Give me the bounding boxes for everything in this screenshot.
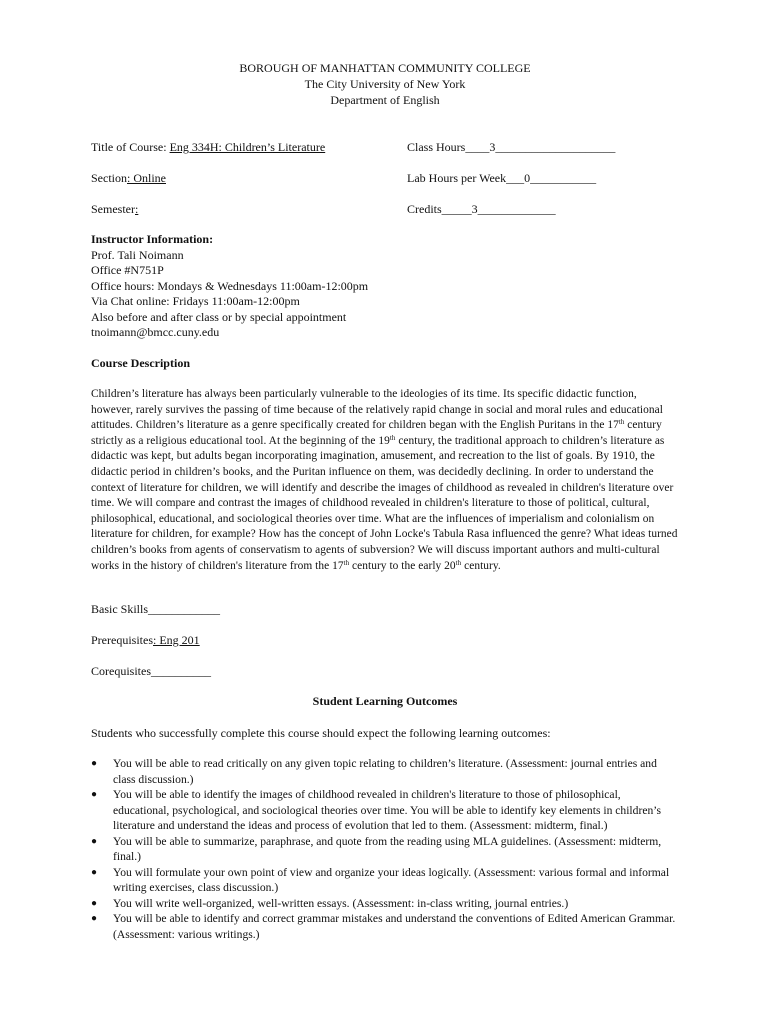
instructor-office: Office #N751P <box>91 263 164 277</box>
bullet-icon: ● <box>91 897 98 909</box>
basic-skills-label: Basic Skills <box>91 602 149 616</box>
college-name: BOROUGH OF MANHATTAN COMMUNITY COLLEGE <box>239 61 531 75</box>
instructor-name: Prof. Tali Noimann <box>91 247 184 262</box>
basic-skills-value: ____________ <box>148 602 221 616</box>
course-title-row <box>91 140 325 155</box>
section-row <box>91 171 166 186</box>
lab-hours-label: Lab Hours per Week <box>407 171 507 185</box>
bullet-icon: ● <box>91 789 98 800</box>
university-name: The City University of New York <box>304 77 466 91</box>
class-hours-value: ____3____________________ <box>465 140 616 154</box>
credits-value: _____3_____________ <box>441 202 556 216</box>
corequisites-row <box>91 664 211 679</box>
list-item <box>91 865 676 896</box>
prerequisites-label: Prerequisites <box>91 633 153 647</box>
class-hours-label: Class Hours <box>407 140 466 154</box>
bullet-icon: ● <box>91 835 98 847</box>
outcomes-heading: Student Learning Outcomes <box>312 694 458 708</box>
list-item <box>91 787 676 834</box>
semester-value: : <box>135 202 139 216</box>
course-title-label: Title of Course: <box>91 140 170 154</box>
outcome-text: You will be able to identify and correct grammar mistakes and understand the conventions of Edited American Grammar. (Assessment: various writings.) <box>113 912 676 941</box>
credits-label: Credits <box>407 202 442 216</box>
class-hours-row <box>407 140 615 155</box>
outcome-text: You will be able to summarize, paraphrase, and quote from the reading using MLA guidelines. (Assessment: midterm, final.) <box>113 834 662 863</box>
course-description-heading: Course Description <box>91 356 190 370</box>
credits-row <box>407 202 556 217</box>
desc-sup-1: th <box>618 418 625 427</box>
prerequisites-value: : Eng 201 <box>153 633 200 647</box>
list-item <box>91 756 676 787</box>
corequisites-value: __________ <box>151 664 211 678</box>
department-name: Department of English <box>330 93 440 107</box>
course-description <box>91 387 681 574</box>
section-value: : Online <box>127 171 166 185</box>
desc-sup-2: th <box>389 433 396 442</box>
course-description-text <box>91 387 681 574</box>
lab-hours-value: ___0___________ <box>506 171 597 185</box>
bullet-icon: ● <box>91 913 98 924</box>
instructor-appointment: Also before and after class or by special appointment <box>91 309 347 324</box>
instructor-email: tnoimann@bmcc.cuny.edu <box>91 325 220 339</box>
prerequisites-row <box>91 633 200 648</box>
outcome-text: You will write well-organized, well-written essays. (Assessment: in-class writing, journal entries.) <box>113 896 569 910</box>
outcomes-intro: Students who successfully complete this course should expect the following learning outcomes: <box>91 726 551 740</box>
list-item <box>91 911 676 942</box>
basic-skills-row <box>91 602 220 617</box>
list-item <box>91 896 676 912</box>
outcome-text: You will formulate your own point of view and organize your ideas logically. (Assessment: various formal and informal writing exercises, class discussion.) <box>113 865 670 894</box>
desc-part-1: Children’s literature has always been particularly vulnerable to the ideologies of its time. Its specific didactic function, however, rarely survives the passing of time because of the relatively rapid change in social and moral rules and educational attitudes. Children’s literature as a genre specifically created for children began with the English Puritans in the 17 <box>91 388 663 432</box>
semester-label: Semester <box>91 202 135 216</box>
section-label: Section <box>91 171 127 185</box>
list-item <box>91 834 676 865</box>
lab-hours-row <box>407 171 596 186</box>
desc-sup-3: th <box>343 558 350 567</box>
instructor-chat-hours: Via Chat online: Fridays 11:00am-12:00pm <box>91 294 300 308</box>
desc-part-3: century, the traditional approach to children’s literature as didactic was kept, but adults began incorporating imagination, amusement, and recreation to the list of goals. By 1910, the didactic period in children’s books, and the Puritan influence on them, was decidedly declining. In order to understand the context of literature for children, we will identify and describe the images of childhood as revealed in children's literature over time. We will compare and contrast the images of childhood revealed in children's literature to those of political, cultural, philosophical, educational, and sociological theories over time. What are the influences of imperialism and colonialism on literature for children, for example? How has the concept of John Locke's Tabula Rasa influenced the genre? What ideas turned children’s books from agents of conservatism to agents of subversion? We will discuss important authors and multi-cultural works in the history of children's literature from the 17 <box>91 434 678 572</box>
desc-part-2: century strictly as a religious educational tool. At the beginning of the 19 <box>91 419 662 447</box>
instructor-office-hours: Office hours: Mondays & Wednesdays 11:00am-12:00pm <box>91 278 369 293</box>
bullet-icon: ● <box>91 866 98 878</box>
bullet-icon: ● <box>91 758 98 769</box>
instructor-heading: Instructor Information: <box>91 232 214 246</box>
outcome-text: You will be able to read critically on any given topic relating to children’s literature. (Assessment: journal entries and class discussion.) <box>113 757 657 786</box>
course-title-value: Eng 334H: Children’s Literature <box>169 140 326 154</box>
outcome-text: You will be able to identify the images of childhood revealed in children's literature to those of philosophical, educational, psychological, and sociological theories over time. You will be able to identify key elements in children’s literature and understand the ideas and process of evolution that led to them. (Assessment: midterm, final.) <box>113 788 661 832</box>
desc-sup-4: th <box>455 558 462 567</box>
document-header <box>0 60 770 108</box>
outcomes-list <box>91 756 676 942</box>
semester-row <box>91 202 138 217</box>
corequisites-label: Corequisites <box>91 664 151 678</box>
desc-part-4: century to the early 20 <box>349 559 456 572</box>
instructor-info <box>91 232 691 341</box>
desc-part-5: century. <box>461 559 501 572</box>
